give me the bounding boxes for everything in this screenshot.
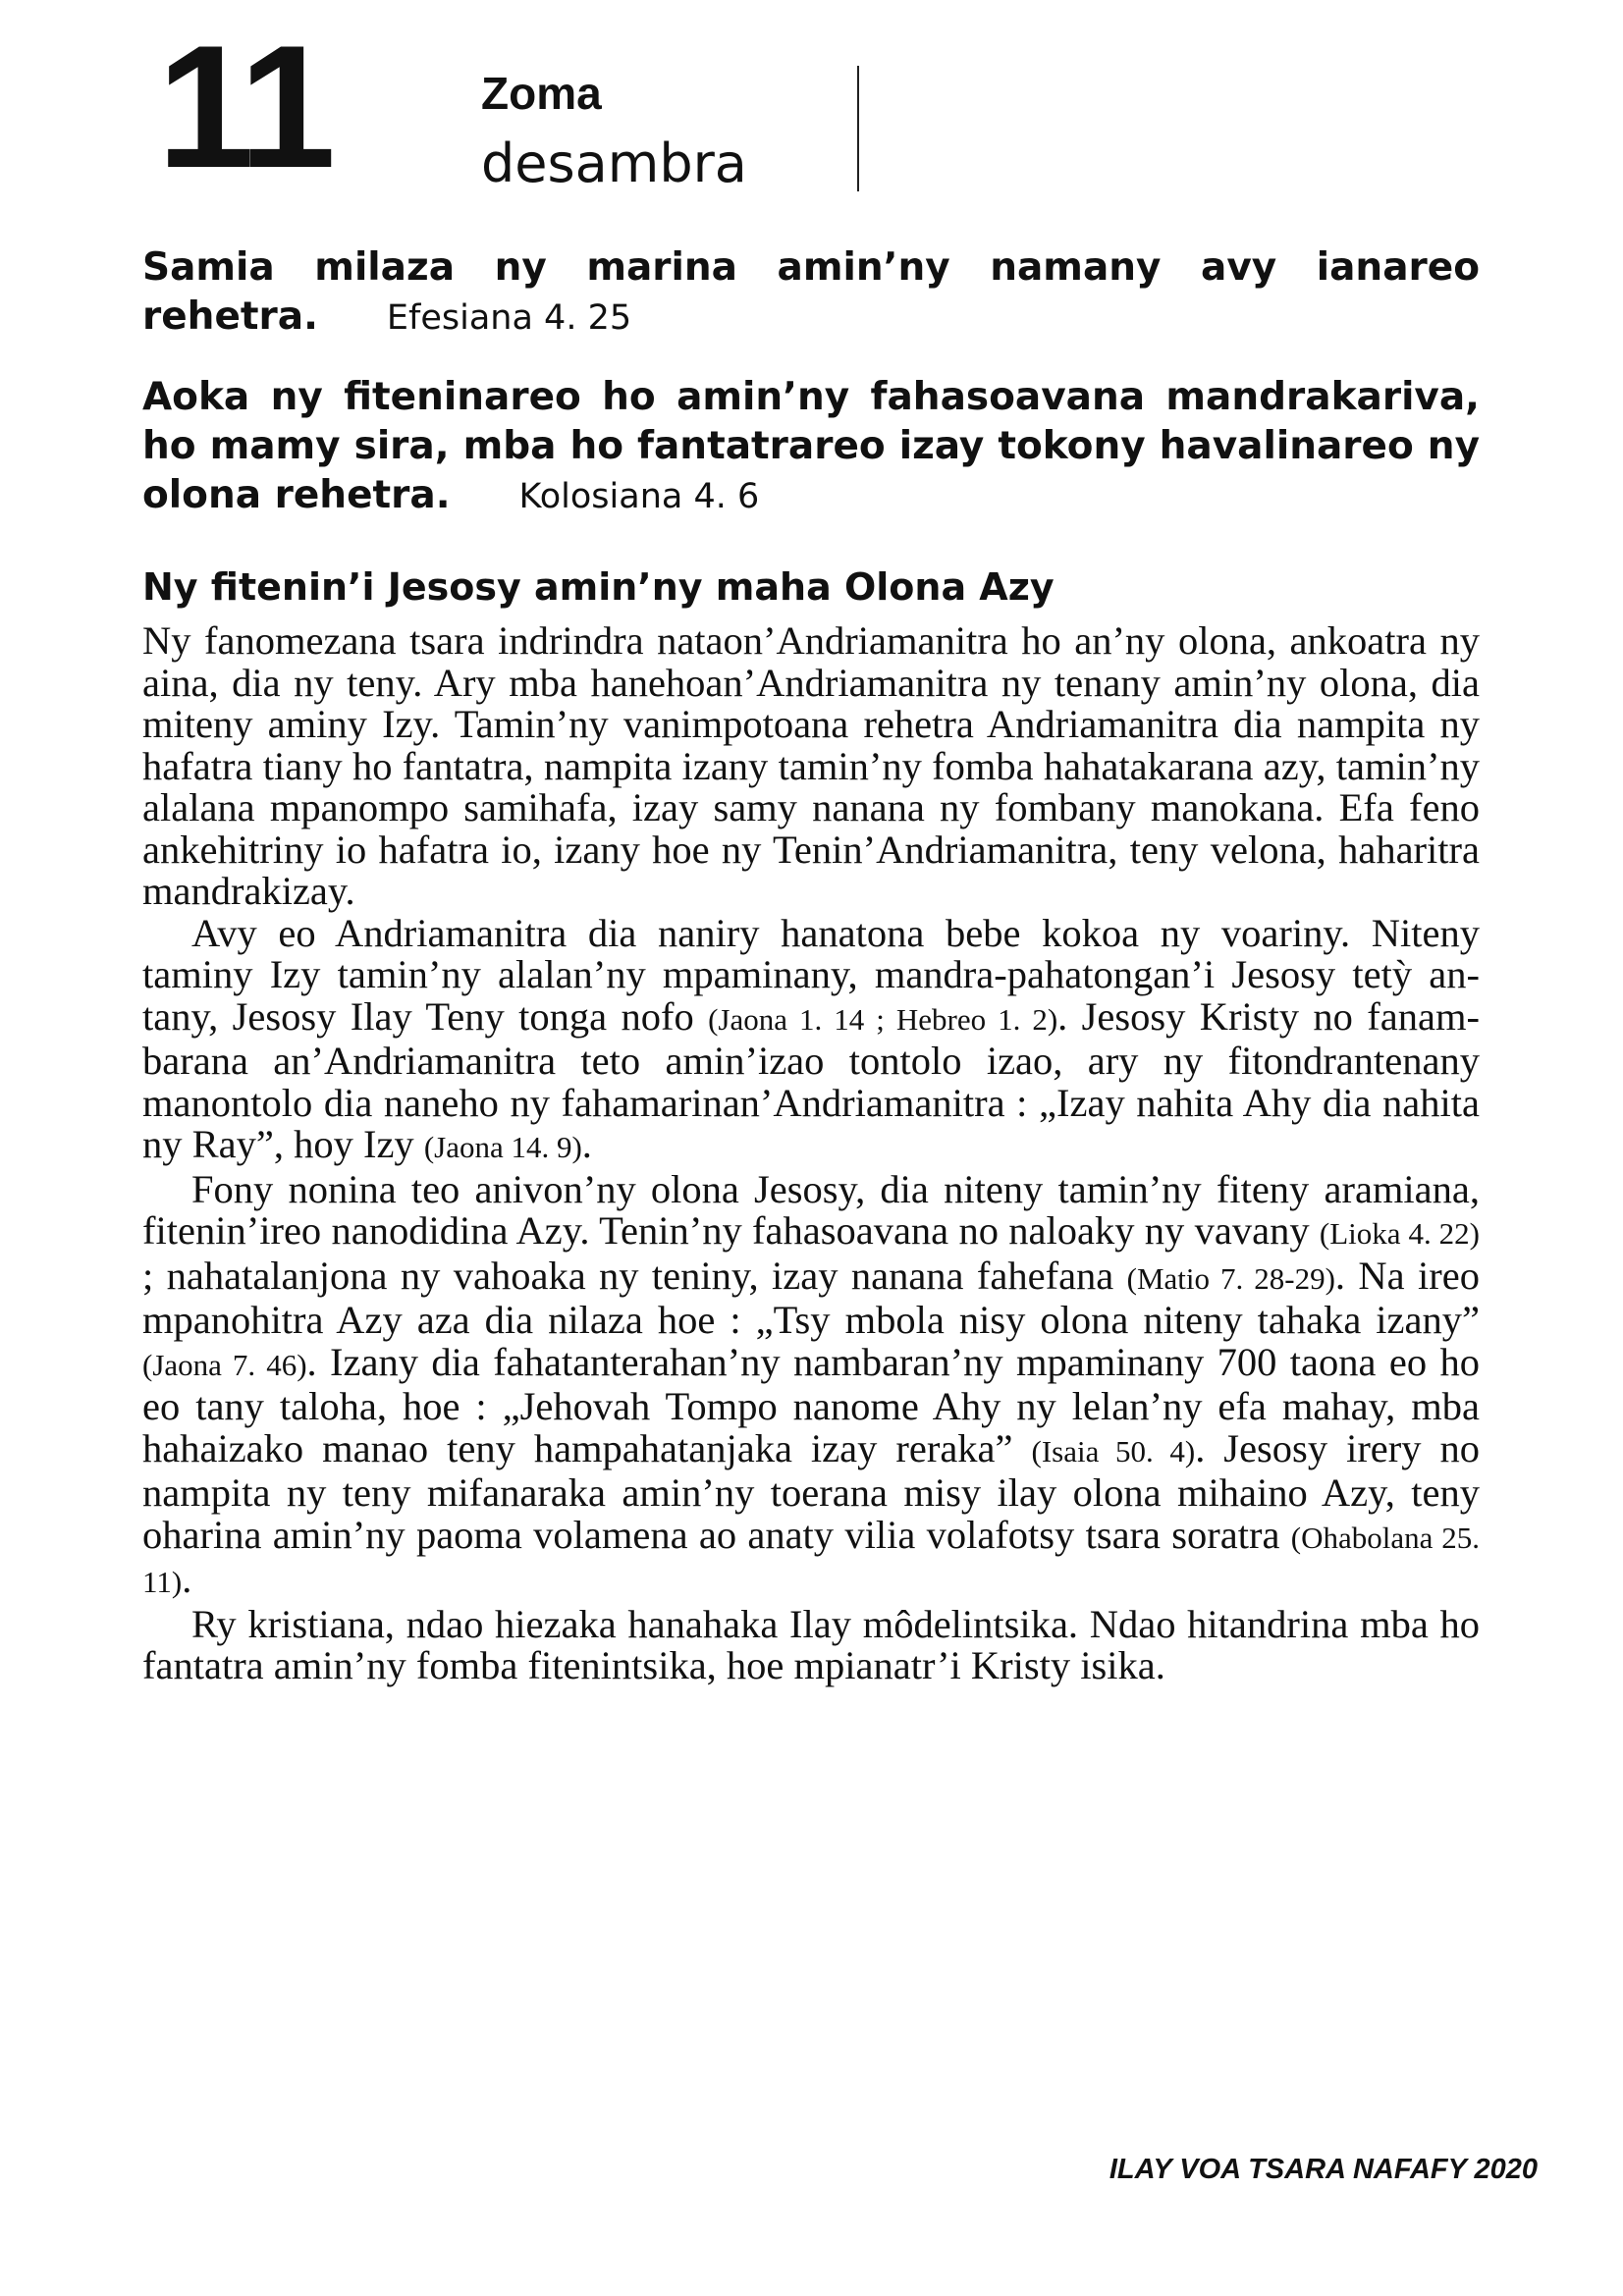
month-label: desambra [481, 133, 747, 194]
weekday-label: Zoma [481, 68, 602, 119]
reading-body [142, 620, 1480, 1687]
paragraph-text: . Jesosy irery no nampita ny teny mifanaraka amin’ny toerana misy ilay olona mihaino Azy, teny oharina amin’ny paoma volamena ao anaty vilia volafotsy tsara soratra [142, 1425, 1481, 1557]
date-header [157, 9, 884, 204]
paragraph-text: Ny fanomezana tsara indrindra nataon’Andriamanitra ho an’ny olona, ankoatra ny aina, dia ny teny. Ary mba hanehoan’Andriamanitra ny tenany amin’ny olona, dia miteny aminy Izy. Tamin’ny vanimpotoana rehetra Andriamanitra dia nampita ny hafatra tiany ho fantatra, nampita izany tamin’ny fomba hahatakarana azy, tamin’ny alalana mpanompo samihafa, izay samy nanana ny fombany manokana. Efa feno ankehitriny io hafatra io, izany hoe ny Tenin’Andriamanitra, teny velona, haharitra mandrakizay. [142, 618, 1480, 913]
paragraph-text: Fony nonina teo anivon’ny olona Jesosy, dia niteny tamin’ny fiteny aramiana, fitenin’ireo nanodidina Azy. Tenin’ny fahasoavana no naloaky ny vavany [142, 1166, 1480, 1253]
reading-paragraph [142, 1166, 1481, 1604]
day-number: 11 [157, 9, 331, 204]
daily-verse-1 [142, 243, 1480, 343]
reading-paragraph [142, 1601, 1480, 1687]
scripture-citation: (Jaona 1. 14 ; Hebreo 1. 2) [708, 1001, 1058, 1037]
publication-footer: ILAY VOA TSARA NAFAFY 2020 [1109, 2154, 1538, 2185]
verse-reference: Efesiana 4. 25 [386, 298, 632, 338]
verse-reference: Kolosiana 4. 6 [518, 477, 760, 516]
paragraph-text: . [581, 1122, 592, 1166]
paragraph-text: . Jesosy Kristy no fanambarana an’Andriamanitra teto amin’izao tontolo izao, ary ny fitondrantenany manontolo dia naneho ny fahamarinan’Andriamanitra : „Izay nahita Ahy dia nahita ny Ray”, hoy Izy [142, 993, 1480, 1166]
paragraph-text: ; nahatalanjona ny vahoaka ny teniny, izay nanana fahefana [142, 1253, 1127, 1298]
paragraph-text: . Izany dia fahatanterahan’ny nambaran’ny mpaminany 700 taona eo ho eo tany taloha, hoe : „Jehovah Tompo nanome Ahy ny lelan’ny efa mahay, mba hahaizako manao teny hampahatanjaka izay reraka” [142, 1339, 1481, 1470]
daily-verse-2 [142, 373, 1480, 521]
verse-text: Samia milaza ny marina amin’ny namany avy ianareo rehetra. [142, 245, 1480, 339]
paragraph-text: . Na ireo mpanohitra Azy aza dia nilaza hoe : „Tsy mbola nisy olona niteny tahaka izany” [142, 1253, 1480, 1342]
scripture-citation: (Lioka 4. 22) [1319, 1216, 1480, 1251]
reading-paragraph [142, 620, 1480, 913]
scripture-citation: (Jaona 7. 46) [142, 1347, 307, 1382]
scripture-citation: (Matio 7. 28-29) [1126, 1260, 1335, 1296]
scripture-citation: (Jaona 14. 9) [423, 1130, 582, 1164]
paragraph-text: Ry kristiana, ndao hiezaka hanahaka Ilay môdelintsika. Ndao hitandrina mba ho fantatra amin’ny fomba fitenintsika, hoe mpianatr’i Kristy isika. [142, 1601, 1480, 1687]
header-divider [857, 66, 859, 191]
paragraph-text: Avy eo Andriamanitra dia naniry hanatona bebe kokoa ny voariny. Niteny taminy Izy tamin’ny alalan’ny mpaminany, mandra-pahatongan’i Jesosy tetỳ an-tany, Jesosy Ilay Teny tonga nofo [142, 910, 1480, 1039]
paragraph-text: . [182, 1557, 192, 1601]
reading-paragraph [142, 910, 1480, 1169]
reading-title: Ny fitenin’i Jesosy amin’ny maha Olona Azy [142, 565, 1055, 609]
scripture-citation: (Ohabolana 25. 11) [142, 1520, 1480, 1599]
verse-text: Aoka ny fiteninareo ho amin’ny fahasoavana mandrakariva, ho mamy sira, mba ho fantatrareo izay tokony havalinareo ny olona rehetra. [142, 375, 1480, 517]
scripture-citation: (Isaia 50. 4) [1031, 1433, 1196, 1468]
